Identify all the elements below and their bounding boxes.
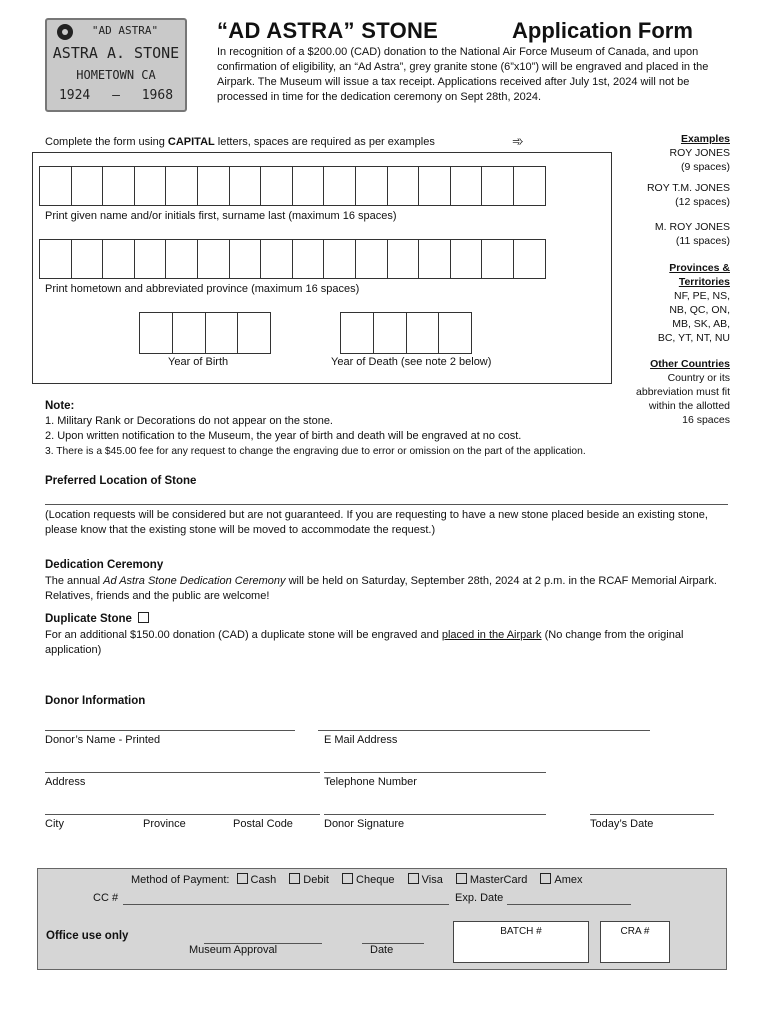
- stone-line-4: [47, 88, 185, 103]
- note-item-1: 1. Military Rank or Decorations do not appear on the stone.: [45, 415, 333, 427]
- name-field-label: Print given name and/or initials first, surname last (maximum 16 spaces): [45, 210, 397, 222]
- letter-box[interactable]: [323, 166, 356, 206]
- form-instruction: [45, 136, 435, 148]
- stone-death: 1968: [141, 88, 174, 103]
- city-province-postal-field[interactable]: [45, 814, 320, 815]
- address-field[interactable]: [45, 772, 320, 773]
- visa-label: Visa: [421, 874, 443, 886]
- letter-box[interactable]: [450, 239, 483, 279]
- birth-year-boxes: [139, 312, 270, 354]
- other-countries-heading: Other Countries: [650, 358, 730, 370]
- letter-box[interactable]: [340, 312, 374, 354]
- note-section: [45, 399, 645, 459]
- letter-box[interactable]: [513, 239, 546, 279]
- letter-box[interactable]: [71, 166, 104, 206]
- ceremony-pre: The annual: [45, 575, 104, 587]
- mastercard-label: MasterCard: [469, 874, 528, 886]
- ceremony-text: [45, 574, 725, 604]
- letter-box[interactable]: [134, 239, 167, 279]
- letter-box[interactable]: [373, 312, 407, 354]
- birth-year-label: Year of Birth: [168, 356, 229, 368]
- phone-field[interactable]: [324, 772, 546, 773]
- cheque-checkbox[interactable]: [342, 873, 353, 884]
- letter-box[interactable]: [450, 166, 483, 206]
- letter-box[interactable]: [229, 166, 262, 206]
- letter-box[interactable]: [438, 312, 472, 354]
- instruction-pre: Complete the form using: [45, 136, 168, 148]
- death-year-label: Year of Death (see note 2 below): [331, 356, 492, 368]
- provinces-line-1: NF, PE, NS,: [673, 290, 730, 302]
- letter-box[interactable]: [418, 166, 451, 206]
- letter-box[interactable]: [165, 239, 198, 279]
- example-3-spaces: (11 spaces): [675, 235, 730, 247]
- letter-box[interactable]: [481, 239, 514, 279]
- letter-box[interactable]: [481, 166, 514, 206]
- letter-box[interactable]: [39, 239, 72, 279]
- exp-date-label: Exp. Date: [455, 892, 504, 904]
- letter-box[interactable]: [197, 239, 230, 279]
- provinces-line-2: NB, QC, ON,: [669, 304, 730, 316]
- letter-box[interactable]: [102, 239, 135, 279]
- stone-line-2: ASTRA A. STONE: [52, 44, 180, 62]
- sample-stone-image: [45, 18, 187, 112]
- ceremony-italic: Ad Astra Stone Dedication Ceremony: [103, 575, 286, 587]
- letter-box[interactable]: [260, 166, 293, 206]
- letter-box[interactable]: [71, 239, 104, 279]
- ceremony-post: will be held on Saturday, September 28th, 2024 at 2 p.m. in the RCAF Memorial Airpark. Relatives, friends and the public are welcome!: [45, 575, 717, 602]
- pay-cash[interactable]: [237, 874, 277, 886]
- location-text: (Location requests will be considered but are not guaranteed. If you are requesting to have a new stone placed beside an existing stone, please know that the existing stone will be moved to accommodate the request.): [45, 509, 708, 536]
- examples-heading: Examples: [680, 133, 730, 145]
- cc-label: CC #: [93, 892, 119, 904]
- stone-line-3: HOMETOWN CA: [76, 68, 156, 82]
- donor-name-field[interactable]: [45, 730, 295, 731]
- cash-checkbox[interactable]: [237, 873, 248, 884]
- address-label: Address: [45, 776, 86, 788]
- signature-field[interactable]: [324, 814, 546, 815]
- letter-box[interactable]: [134, 166, 167, 206]
- province-label: Province: [143, 818, 186, 830]
- email-label: E Mail Address: [324, 734, 398, 746]
- other-line-2: abbreviation must fit: [636, 386, 730, 398]
- mastercard-checkbox[interactable]: [456, 873, 467, 884]
- note-heading: Note:: [45, 400, 75, 412]
- signature-label: Donor Signature: [324, 818, 405, 830]
- letter-box[interactable]: [229, 239, 262, 279]
- payment-label: Method of Payment:: [131, 874, 230, 886]
- death-year-boxes: [340, 312, 471, 354]
- donor-name-label: Donor’s Name - Printed: [45, 734, 161, 746]
- debit-label: Debit: [303, 874, 329, 886]
- letter-box[interactable]: [139, 312, 173, 354]
- hometown-field-label: Print hometown and abbreviated province (maximum 16 spaces): [45, 283, 360, 295]
- debit-checkbox[interactable]: [289, 873, 300, 884]
- intro-paragraph: In recognition of a $200.00 (CAD) donation to the National Air Force Museum of Canada, and upon confirmation of eligibility, an “Ad Astra”, grey granite stone (6”x10”) will be engraved and placed in the Airpark. The Museum will issue a tax receipt. Applications received after July 1st, 2024 will not be processed in time for the dedication ceremony on Sept 28th, 2024.: [217, 46, 709, 103]
- letter-box[interactable]: [172, 312, 206, 354]
- visa-checkbox[interactable]: [408, 873, 419, 884]
- donor-heading: Donor Information: [45, 695, 146, 707]
- letter-box[interactable]: [387, 239, 420, 279]
- location-input-line[interactable]: [45, 504, 728, 505]
- letter-box[interactable]: [197, 166, 230, 206]
- letter-box[interactable]: [355, 166, 388, 206]
- arrow-right-icon: ➾: [512, 133, 524, 149]
- note-item-3: 3. There is a $45.00 fee for any request to change the engraving due to error or omission on the part of the application.: [45, 446, 586, 457]
- pay-mastercard[interactable]: [456, 874, 527, 886]
- pay-visa[interactable]: [408, 874, 443, 886]
- engraving-form-box: [32, 152, 612, 384]
- examples-panel: [636, 132, 730, 427]
- letter-box[interactable]: [39, 166, 72, 206]
- letter-box[interactable]: [237, 312, 271, 354]
- duplicate-checkbox[interactable]: [138, 612, 149, 623]
- amex-label: Amex: [554, 874, 583, 886]
- letter-box[interactable]: [418, 239, 451, 279]
- provinces-line-3: MB, SK, AB,: [672, 318, 730, 330]
- pay-amex[interactable]: [540, 874, 582, 886]
- stone-line-1: "AD ASTRA": [91, 24, 159, 37]
- payment-method-row: [131, 873, 583, 888]
- letter-box[interactable]: [292, 166, 325, 206]
- provinces-heading-1: Provinces &: [669, 262, 730, 274]
- cc-number-field[interactable]: [123, 904, 449, 905]
- postal-code-label: Postal Code: [233, 818, 293, 830]
- example-2-name: ROY T.M. JONES: [646, 182, 730, 194]
- payment-office-box: [37, 868, 727, 970]
- hometown-letter-boxes: [39, 239, 545, 279]
- museum-approval-label: Museum Approval: [189, 944, 278, 956]
- amex-checkbox[interactable]: [540, 873, 551, 884]
- letter-box[interactable]: [355, 239, 388, 279]
- duplicate-text: [45, 628, 730, 658]
- provinces-line-4: BC, YT, NT, NU: [657, 332, 730, 344]
- exp-date-field[interactable]: [507, 904, 631, 905]
- example-2-spaces: (12 spaces): [675, 196, 730, 208]
- letter-box[interactable]: [387, 166, 420, 206]
- letter-box[interactable]: [102, 166, 135, 206]
- cheque-label: Cheque: [356, 874, 395, 886]
- example-1-spaces: (9 spaces): [680, 161, 730, 173]
- office-use-label: Office use only: [46, 930, 129, 942]
- stone-dash: —: [112, 88, 120, 103]
- date-label: Today’s Date: [590, 818, 654, 830]
- instruction-bold: CAPITAL: [167, 136, 215, 148]
- ceremony-heading: Dedication Ceremony: [45, 559, 164, 571]
- page-subtitle: Application Form: [512, 18, 693, 43]
- cra-number-box[interactable]: CRA #: [600, 921, 670, 963]
- other-line-4: 16 spaces: [682, 414, 730, 426]
- other-line-3: within the allotted: [648, 400, 730, 412]
- pay-debit[interactable]: [289, 874, 329, 886]
- letter-box[interactable]: [292, 239, 325, 279]
- instruction-post: letters, spaces are required as per examples: [214, 136, 435, 148]
- duplicate-pre: For an additional $150.00 donation (CAD) a duplicate stone will be engraved and: [45, 629, 442, 641]
- stone-birth: 1924: [58, 88, 91, 103]
- note-item-2: 2. Upon written notification to the Museum, the year of birth and death will be engraved at no cost.: [45, 430, 522, 442]
- city-label: City: [45, 818, 64, 830]
- example-3-name: M. ROY JONES: [654, 221, 730, 233]
- batch-number-box[interactable]: BATCH #: [453, 921, 589, 963]
- name-letter-boxes: [39, 166, 545, 206]
- cash-label: Cash: [250, 874, 277, 886]
- approval-date-label: Date: [370, 944, 394, 956]
- page-title: “AD ASTRA” STONE: [217, 18, 439, 43]
- duplicate-heading-row: [45, 612, 152, 625]
- letter-box[interactable]: [205, 312, 239, 354]
- example-1-name: ROY JONES: [669, 147, 730, 159]
- phone-label: Telephone Number: [324, 776, 417, 788]
- airpark-link[interactable]: placed in the Airpark: [441, 629, 542, 641]
- letter-box[interactable]: [406, 312, 440, 354]
- duplicate-heading: Duplicate Stone: [45, 613, 132, 625]
- provinces-heading-2: Territories: [678, 276, 730, 288]
- location-heading: Preferred Location of Stone: [45, 475, 197, 487]
- duplicate-post: (No change from the original application): [45, 629, 684, 656]
- letter-box[interactable]: [513, 166, 546, 206]
- date-field[interactable]: [590, 814, 714, 815]
- email-field[interactable]: [318, 730, 650, 731]
- letter-box[interactable]: [323, 239, 356, 279]
- pay-cheque[interactable]: [342, 874, 395, 886]
- letter-box[interactable]: [165, 166, 198, 206]
- letter-box[interactable]: [260, 239, 293, 279]
- other-line-1: Country or its: [667, 372, 730, 384]
